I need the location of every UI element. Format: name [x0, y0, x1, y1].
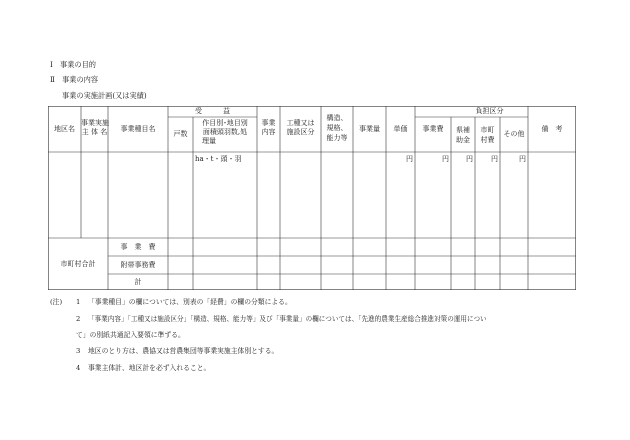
col-header-sakumoku-2: 面積頭羽数,処: [202, 128, 248, 136]
row-jigyohi: 事 業 費: [120, 243, 156, 251]
col-header-ken: 県補: [456, 126, 470, 134]
col-header-shichoson-2: 村費: [480, 136, 495, 144]
note-4: 事業主体計、地区計を必ず入れること。: [88, 364, 211, 372]
unit-shichoson: 円: [491, 155, 498, 163]
col-header-koshu: 工種又は: [286, 119, 315, 127]
col-header-naiyo-2: 内容: [261, 128, 276, 136]
unit-tanka: 円: [406, 155, 413, 163]
heading-content: Ⅱ 事業の内容: [50, 75, 99, 84]
note-3: 地区のとり方は、農協又は営農集団等事業実施主体別とする。: [88, 347, 279, 355]
col-header-chiku: 地区名: [54, 125, 75, 133]
col-header-jigyohi: 事業費: [422, 125, 444, 133]
col-header-ken-2: 助金: [456, 136, 470, 144]
note-4-number: 4: [76, 364, 81, 372]
col-header-kozo-2: 規格、: [326, 124, 348, 132]
heading-purpose: Ⅰ 事業の目的: [50, 60, 96, 69]
note-2-line-1: 「事業内容」「工種又は施設区分」「構造、規格、能力等」及び「事業量」の欄については、「先進的農業生産総合推進対策の運用につい: [88, 315, 487, 323]
col-header-futan: 負担区分: [475, 107, 504, 115]
unit-jigyohi: 円: [442, 155, 449, 163]
notes-prefix: (注): [50, 298, 63, 306]
col-header-shichoson: 市町: [480, 126, 495, 134]
unit-area: ha・t・頭・羽: [195, 155, 242, 163]
col-header-sakumoku: 作目別･地目別: [202, 119, 248, 127]
col-header-naiyo: 事業: [261, 119, 276, 127]
note-3-number: 3: [76, 347, 81, 355]
col-header-jigyoryo: 事業量: [359, 125, 380, 133]
col-header-sakumoku-3: 理量: [202, 137, 216, 145]
unit-ken: 円: [466, 155, 473, 163]
col-header-shutai: 事業実施: [81, 119, 109, 127]
col-header-jueki: 受 益: [195, 107, 230, 115]
total-label: 市町村合計: [60, 260, 96, 268]
col-header-tanka: 単価: [393, 125, 408, 133]
note-1-number: 1: [76, 298, 81, 306]
unit-sonota: 円: [519, 155, 526, 163]
row-kei: 計: [134, 278, 142, 286]
col-header-kozo-3: 能力等: [326, 134, 348, 142]
row-futai: 附帯事務費: [120, 261, 156, 269]
note-2-line-2: て」の別紙共通記入要領に準ずる。: [76, 331, 185, 339]
col-header-shumoku: 事業種目名: [120, 125, 156, 133]
col-header-shutai-2: 主 体 名: [81, 128, 108, 136]
note-2-number: 2: [76, 315, 81, 323]
plan-table: [48, 106, 576, 290]
col-header-kozo: 構造、: [326, 114, 348, 122]
col-header-koshu-2: 施設区分: [286, 128, 315, 136]
heading-plan: 事業の実施計画(又は実績): [62, 91, 147, 100]
note-1: 「事業種目」の欄については、別表の「経費」の欄の分類による。: [88, 298, 292, 306]
col-header-kosu: 戸数: [173, 130, 188, 138]
col-header-sonota: その他: [503, 130, 525, 138]
col-header-biko: 備 考: [541, 125, 563, 133]
